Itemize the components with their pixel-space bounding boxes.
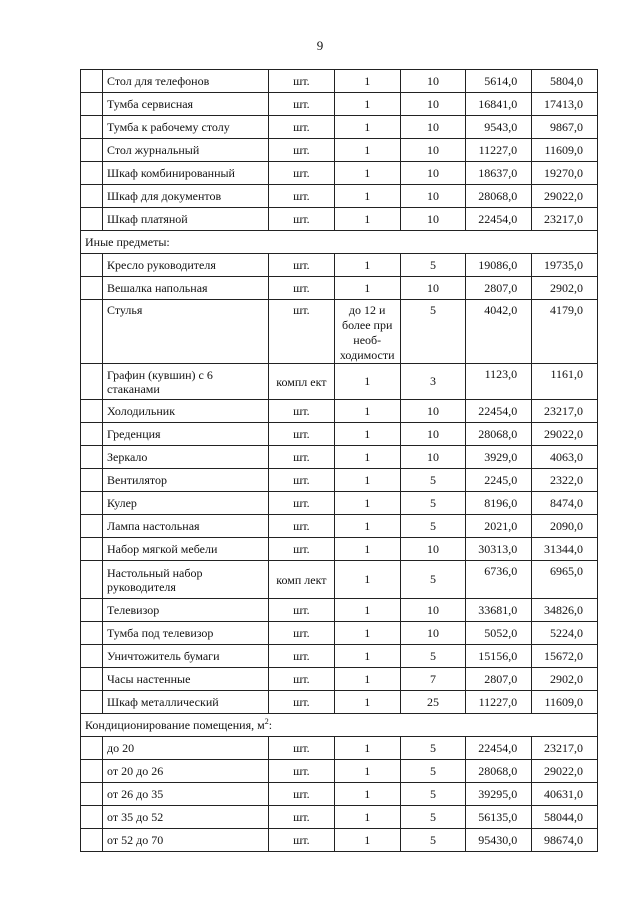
- term-cell: 3: [400, 364, 466, 400]
- item-name-cell: Набор мягкой мебели: [103, 538, 269, 561]
- row-index-cell: [81, 515, 103, 538]
- row-index-cell: [81, 254, 103, 277]
- term-cell: 10: [400, 185, 466, 208]
- row-index-cell: [81, 364, 103, 400]
- unit-cell: шт.: [269, 446, 335, 469]
- quantity-cell: 1: [334, 737, 400, 760]
- item-name-cell: Графин (кувшин) с 6 стаканами: [103, 364, 269, 400]
- unit-cell: шт.: [269, 70, 335, 93]
- price-cell: 19086,0: [466, 254, 532, 277]
- item-name-cell: от 52 до 70: [103, 829, 269, 852]
- table-row: [81, 515, 598, 538]
- table-row: [81, 737, 598, 760]
- unit-cell: шт.: [269, 492, 335, 515]
- row-index-cell: [81, 492, 103, 515]
- item-name-cell: от 35 до 52: [103, 806, 269, 829]
- unit-cell: шт.: [269, 469, 335, 492]
- price-cell: 9543,0: [466, 116, 532, 139]
- price-indexed-cell: 11609,0: [532, 691, 598, 714]
- price-cell: 22454,0: [466, 400, 532, 423]
- table-row: [81, 599, 598, 622]
- term-cell: 10: [400, 139, 466, 162]
- price-indexed-cell: 2902,0: [532, 277, 598, 300]
- section-label-text: Иные предметы:: [85, 234, 170, 249]
- item-name-cell: Шкаф металлический: [103, 691, 269, 714]
- term-cell: 10: [400, 277, 466, 300]
- table-row: [81, 277, 598, 300]
- section-label: [81, 231, 598, 254]
- row-index-cell: [81, 185, 103, 208]
- item-name-cell: Стулья: [103, 300, 269, 364]
- unit-cell: шт.: [269, 538, 335, 561]
- price-cell: 22454,0: [466, 737, 532, 760]
- price-indexed-cell: 19270,0: [532, 162, 598, 185]
- quantity-cell: 1: [334, 185, 400, 208]
- price-cell: 28068,0: [466, 760, 532, 783]
- term-cell: 5: [400, 469, 466, 492]
- term-cell: 10: [400, 622, 466, 645]
- unit-cell: шт.: [269, 162, 335, 185]
- term-cell: 5: [400, 783, 466, 806]
- price-cell: 4042,0: [466, 300, 532, 364]
- unit-cell: шт.: [269, 423, 335, 446]
- table-row: [81, 806, 598, 829]
- item-name-cell: от 20 до 26: [103, 760, 269, 783]
- term-cell: 5: [400, 561, 466, 599]
- price-table-body: [81, 70, 598, 852]
- price-indexed-cell: 23217,0: [532, 400, 598, 423]
- quantity-cell: 1: [334, 116, 400, 139]
- price-indexed-cell: 98674,0: [532, 829, 598, 852]
- row-index-cell: [81, 691, 103, 714]
- price-indexed-cell: 23217,0: [532, 208, 598, 231]
- unit-cell: шт.: [269, 400, 335, 423]
- quantity-cell: 1: [334, 538, 400, 561]
- table-row: [81, 645, 598, 668]
- row-index-cell: [81, 668, 103, 691]
- term-cell: 10: [400, 400, 466, 423]
- term-cell: 5: [400, 492, 466, 515]
- price-cell: 95430,0: [466, 829, 532, 852]
- item-name-cell: Тумба под телевизор: [103, 622, 269, 645]
- unit-cell: шт.: [269, 691, 335, 714]
- term-cell: 10: [400, 423, 466, 446]
- quantity-cell: 1: [334, 806, 400, 829]
- price-indexed-cell: 29022,0: [532, 760, 598, 783]
- quantity-cell: 1: [334, 139, 400, 162]
- price-cell: 11227,0: [466, 691, 532, 714]
- price-indexed-cell: 1161,0: [532, 364, 598, 400]
- price-indexed-cell: 5224,0: [532, 622, 598, 645]
- price-indexed-cell: 4063,0: [532, 446, 598, 469]
- quantity-cell: 1: [334, 469, 400, 492]
- item-name-cell: Зеркало: [103, 446, 269, 469]
- term-cell: 25: [400, 691, 466, 714]
- unit-cell: шт.: [269, 300, 335, 364]
- table-row: [81, 622, 598, 645]
- quantity-cell: 1: [334, 599, 400, 622]
- quantity-cell: 1: [334, 645, 400, 668]
- item-name-cell: Лампа настольная: [103, 515, 269, 538]
- table-row: [81, 208, 598, 231]
- price-cell: 2021,0: [466, 515, 532, 538]
- term-cell: 5: [400, 300, 466, 364]
- quantity-cell: 1: [334, 277, 400, 300]
- price-indexed-cell: 9867,0: [532, 116, 598, 139]
- unit-cell: шт.: [269, 254, 335, 277]
- item-name-cell: Греденция: [103, 423, 269, 446]
- price-indexed-cell: 6965,0: [532, 561, 598, 599]
- price-indexed-cell: 2090,0: [532, 515, 598, 538]
- term-cell: 10: [400, 446, 466, 469]
- table-row: [81, 760, 598, 783]
- item-name-cell: Стол журнальный: [103, 139, 269, 162]
- price-indexed-cell: 2902,0: [532, 668, 598, 691]
- unit-cell: шт.: [269, 783, 335, 806]
- price-cell: 5614,0: [466, 70, 532, 93]
- table-row: [81, 668, 598, 691]
- section-label: [81, 714, 598, 737]
- price-indexed-cell: 2322,0: [532, 469, 598, 492]
- term-cell: 10: [400, 599, 466, 622]
- row-index-cell: [81, 469, 103, 492]
- price-cell: 3929,0: [466, 446, 532, 469]
- price-cell: 6736,0: [466, 561, 532, 599]
- unit-cell: шт.: [269, 622, 335, 645]
- price-indexed-cell: 17413,0: [532, 93, 598, 116]
- table-row: [81, 162, 598, 185]
- row-index-cell: [81, 423, 103, 446]
- row-index-cell: [81, 760, 103, 783]
- unit-cell: шт.: [269, 116, 335, 139]
- term-cell: 10: [400, 538, 466, 561]
- row-index-cell: [81, 300, 103, 364]
- term-cell: 5: [400, 645, 466, 668]
- item-name-cell: от 26 до 35: [103, 783, 269, 806]
- price-cell: 8196,0: [466, 492, 532, 515]
- price-indexed-cell: 40631,0: [532, 783, 598, 806]
- item-name-cell: Вентилятор: [103, 469, 269, 492]
- unit-cell: компл ект: [269, 364, 335, 400]
- table-row: [81, 254, 598, 277]
- price-cell: 2807,0: [466, 277, 532, 300]
- quantity-cell: 1: [334, 515, 400, 538]
- item-name-cell: Вешалка напольная: [103, 277, 269, 300]
- table-row: [81, 364, 598, 400]
- table-row: [81, 446, 598, 469]
- price-cell: 15156,0: [466, 645, 532, 668]
- price-cell: 1123,0: [466, 364, 532, 400]
- quantity-cell: 1: [334, 691, 400, 714]
- price-cell: 22454,0: [466, 208, 532, 231]
- price-cell: 18637,0: [466, 162, 532, 185]
- term-cell: 10: [400, 70, 466, 93]
- price-indexed-cell: 23217,0: [532, 737, 598, 760]
- table-row: [81, 300, 598, 364]
- price-indexed-cell: 11609,0: [532, 139, 598, 162]
- quantity-cell: 1: [334, 208, 400, 231]
- unit-cell: шт.: [269, 599, 335, 622]
- price-indexed-cell: 15672,0: [532, 645, 598, 668]
- quantity-cell: 1: [334, 364, 400, 400]
- quantity-cell: 1: [334, 622, 400, 645]
- price-cell: 28068,0: [466, 185, 532, 208]
- price-indexed-cell: 29022,0: [532, 423, 598, 446]
- term-cell: 10: [400, 162, 466, 185]
- row-index-cell: [81, 737, 103, 760]
- table-row: [81, 561, 598, 599]
- table-row: [81, 492, 598, 515]
- item-name-cell: до 20: [103, 737, 269, 760]
- row-index-cell: [81, 622, 103, 645]
- table-row: [81, 423, 598, 446]
- section-label-suffix: :: [268, 718, 273, 732]
- item-name-cell: Тумба сервисная: [103, 93, 269, 116]
- row-index-cell: [81, 277, 103, 300]
- table-row: [81, 538, 598, 561]
- item-name-cell: Кулер: [103, 492, 269, 515]
- unit-cell: шт.: [269, 806, 335, 829]
- table-row: [81, 116, 598, 139]
- price-cell: 16841,0: [466, 93, 532, 116]
- quantity-cell: 1: [334, 400, 400, 423]
- price-indexed-cell: 19735,0: [532, 254, 598, 277]
- quantity-cell: 1: [334, 70, 400, 93]
- item-name-cell: Холодильник: [103, 400, 269, 423]
- table-row: [81, 139, 598, 162]
- item-name-cell: Настольный набор руководителя: [103, 561, 269, 599]
- item-name-cell: Шкаф комбинированный: [103, 162, 269, 185]
- row-index-cell: [81, 162, 103, 185]
- quantity-cell: 1: [334, 668, 400, 691]
- term-cell: 5: [400, 515, 466, 538]
- unit-cell: шт.: [269, 208, 335, 231]
- row-index-cell: [81, 93, 103, 116]
- price-cell: 56135,0: [466, 806, 532, 829]
- price-indexed-cell: 31344,0: [532, 538, 598, 561]
- row-index-cell: [81, 806, 103, 829]
- unit-cell: комп лект: [269, 561, 335, 599]
- row-index-cell: [81, 538, 103, 561]
- item-name-cell: Стол для телефонов: [103, 70, 269, 93]
- term-cell: 5: [400, 806, 466, 829]
- section-row: [81, 714, 598, 737]
- row-index-cell: [81, 561, 103, 599]
- price-cell: 2245,0: [466, 469, 532, 492]
- unit-cell: шт.: [269, 277, 335, 300]
- price-cell: 30313,0: [466, 538, 532, 561]
- section-label-text: Кондиционирование помещения, м: [85, 718, 265, 732]
- term-cell: 10: [400, 93, 466, 116]
- price-cell: 5052,0: [466, 622, 532, 645]
- table-row: [81, 185, 598, 208]
- row-index-cell: [81, 829, 103, 852]
- row-index-cell: [81, 139, 103, 162]
- table-row: [81, 691, 598, 714]
- quantity-cell: 1: [334, 760, 400, 783]
- item-name-cell: Кресло руководителя: [103, 254, 269, 277]
- price-indexed-cell: 29022,0: [532, 185, 598, 208]
- quantity-cell: 1: [334, 561, 400, 599]
- row-index-cell: [81, 116, 103, 139]
- table-row: [81, 783, 598, 806]
- price-indexed-cell: 58044,0: [532, 806, 598, 829]
- unit-cell: шт.: [269, 668, 335, 691]
- price-cell: 28068,0: [466, 423, 532, 446]
- row-index-cell: [81, 599, 103, 622]
- table-row: [81, 93, 598, 116]
- quantity-cell: 1: [334, 254, 400, 277]
- term-cell: 5: [400, 737, 466, 760]
- unit-cell: шт.: [269, 829, 335, 852]
- item-name-cell: Тумба к рабочему столу: [103, 116, 269, 139]
- unit-cell: шт.: [269, 93, 335, 116]
- quantity-cell: до 12 и более при необ-ходимости: [334, 300, 400, 364]
- unit-cell: шт.: [269, 139, 335, 162]
- row-index-cell: [81, 400, 103, 423]
- row-index-cell: [81, 446, 103, 469]
- term-cell: 7: [400, 668, 466, 691]
- quantity-cell: 1: [334, 162, 400, 185]
- price-indexed-cell: 34826,0: [532, 599, 598, 622]
- term-cell: 10: [400, 208, 466, 231]
- unit-cell: шт.: [269, 645, 335, 668]
- price-cell: 33681,0: [466, 599, 532, 622]
- price-cell: 2807,0: [466, 668, 532, 691]
- term-cell: 10: [400, 116, 466, 139]
- quantity-cell: 1: [334, 423, 400, 446]
- item-name-cell: Часы настенные: [103, 668, 269, 691]
- row-index-cell: [81, 208, 103, 231]
- price-indexed-cell: 4179,0: [532, 300, 598, 364]
- unit-cell: шт.: [269, 737, 335, 760]
- row-index-cell: [81, 783, 103, 806]
- quantity-cell: 1: [334, 783, 400, 806]
- quantity-cell: 1: [334, 446, 400, 469]
- section-row: [81, 231, 598, 254]
- unit-cell: шт.: [269, 185, 335, 208]
- price-cell: 39295,0: [466, 783, 532, 806]
- item-name-cell: Уничтожитель бумаги: [103, 645, 269, 668]
- table-row: [81, 400, 598, 423]
- price-cell: 11227,0: [466, 139, 532, 162]
- quantity-cell: 1: [334, 829, 400, 852]
- unit-cell: шт.: [269, 760, 335, 783]
- item-name-cell: Шкаф для документов: [103, 185, 269, 208]
- quantity-cell: 1: [334, 93, 400, 116]
- item-name-cell: Телевизор: [103, 599, 269, 622]
- page-number: 9: [316, 38, 324, 53]
- price-indexed-cell: 8474,0: [532, 492, 598, 515]
- row-index-cell: [81, 645, 103, 668]
- unit-cell: шт.: [269, 515, 335, 538]
- term-cell: 5: [400, 829, 466, 852]
- table-row: [81, 469, 598, 492]
- table-row: [81, 70, 598, 93]
- price-table: [80, 69, 598, 852]
- item-name-cell: Шкаф платяной: [103, 208, 269, 231]
- section-label-superscript: 2: [264, 717, 269, 726]
- price-indexed-cell: 5804,0: [532, 70, 598, 93]
- term-cell: 5: [400, 254, 466, 277]
- row-index-cell: [81, 70, 103, 93]
- term-cell: 5: [400, 760, 466, 783]
- table-row: [81, 829, 598, 852]
- quantity-cell: 1: [334, 492, 400, 515]
